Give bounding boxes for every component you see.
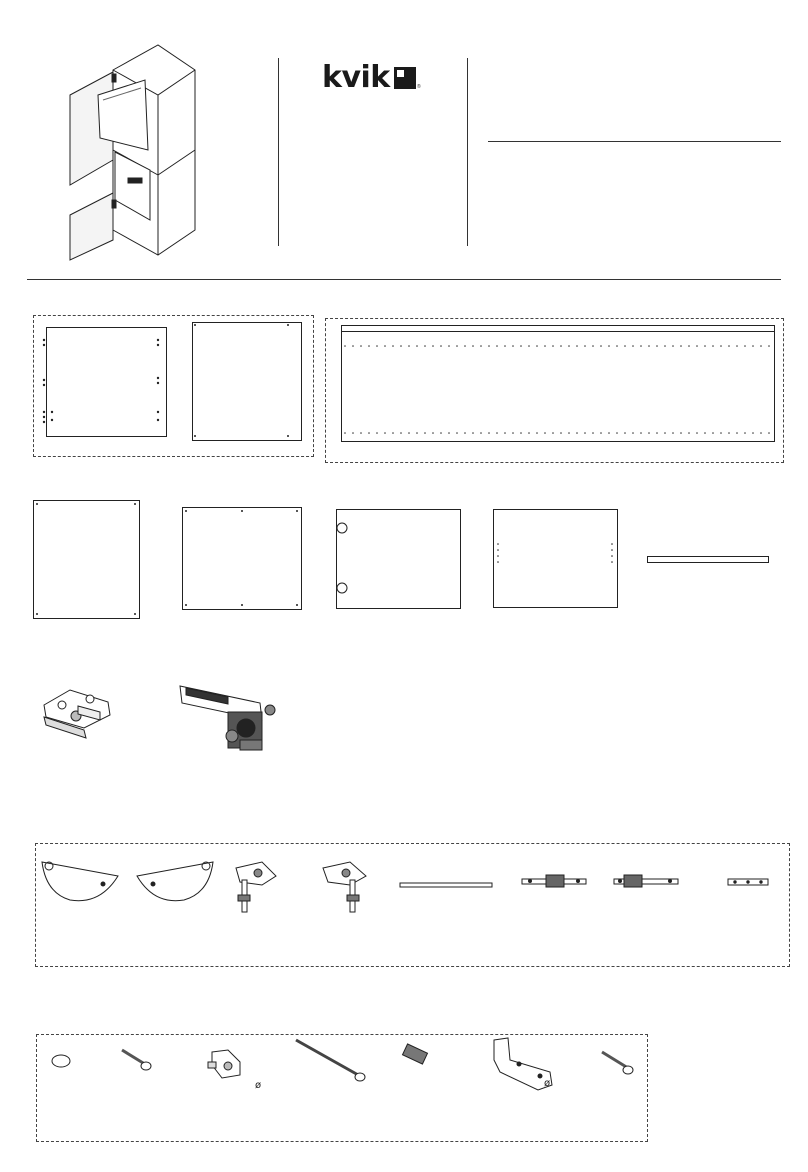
brand-logo: kvik (322, 60, 390, 95)
cover-cap-icon (52, 1055, 70, 1067)
short-screw-icon (602, 1052, 633, 1074)
long-screw-icon (296, 1040, 365, 1081)
diameter-label-2: ø (544, 1078, 551, 1089)
screw-icon (122, 1050, 151, 1070)
shelf-support-icon (208, 1050, 240, 1078)
wooden-dowel-icon (402, 1044, 427, 1064)
diameter-label-1: ø (255, 1080, 262, 1091)
brand-registered: ® (417, 84, 421, 90)
